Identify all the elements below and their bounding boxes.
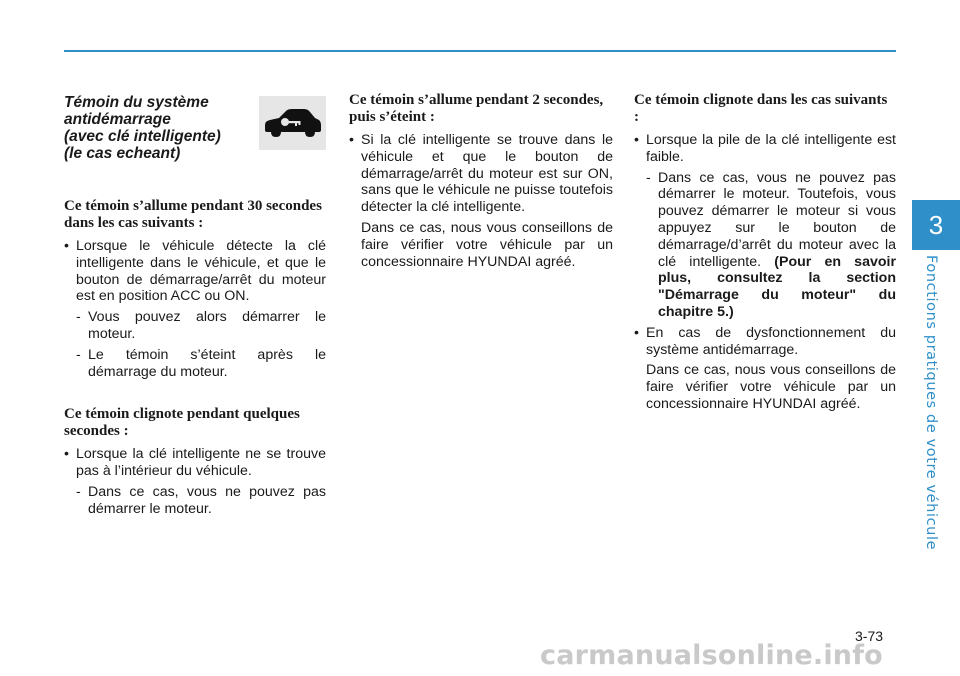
subheading: Ce témoin clignote pendant quelques secondes :: [64, 406, 300, 440]
car-key-warning-icon: [259, 96, 326, 150]
column-1: [64, 92, 326, 522]
title-line: (avec clé intelligente): [64, 128, 221, 145]
subheading: Ce témoin s’allume pendant 30 secondes dans les cas suivants :: [64, 198, 322, 231]
paragraph: Dans ce cas, nous vous conseillons de faire vérifier votre véhicule par un concessionnaire HYUNDAI agréé.: [361, 219, 613, 270]
title-line: Témoin du système: [64, 94, 209, 111]
section-title: [64, 94, 244, 162]
paragraph: Dans ce cas, nous vous conseillons de faire vérifier votre véhicule par un concessionnaire HYUNDAI agréé.: [646, 362, 896, 412]
watermark: carmanualsonline.info: [540, 640, 883, 671]
top-rule: [64, 50, 896, 52]
dash-text: Dans ce cas, vous ne pouvez pas démarrer le moteur. Toutefois, vous pouvez démarrer le moteur si vous appuyez sur le bouton de démarrage/d’arrêt du moteur avec la clé intelligente.: [658, 169, 896, 270]
dash-item: - Vous pouvez alors démarrer le moteur.: [64, 309, 326, 343]
bullet-item: • Lorsque la pile de la clé intelligente est faible.: [634, 132, 896, 166]
dash-item: - Le témoin s’éteint après le démarrage du moteur.: [64, 347, 326, 381]
chapter-tab: [912, 200, 960, 250]
subheading: Ce témoin s’allume pendant 2 secondes, puis s’éteint :: [349, 92, 604, 125]
bullet-item: • Si la clé intelligente se trouve dans le véhicule et que le bouton de démarrage/arrêt du moteur est sur ON, sans que le véhicule ne puisse toutefois détecter la clé intelligente.: [349, 132, 613, 216]
dash-item: [634, 170, 896, 321]
subheading: Ce témoin clignote dans les cas suivants :: [634, 92, 888, 125]
title-line: antidémarrage: [64, 111, 171, 128]
section-title-row: [64, 92, 326, 174]
bullet-item: • Lorsque le véhicule détecte la clé intelligente dans le véhicule, et que le bouton de démarrage/arrêt du moteur est en position ACC ou ON.: [64, 238, 326, 305]
bullet-item: • Lorsque la clé intelligente ne se trouve pas à l’intérieur du véhicule.: [64, 446, 326, 480]
title-line: (le cas echeant): [64, 145, 181, 162]
bullet-item: • En cas de dysfonctionnement du système antidémarrage.: [634, 325, 896, 359]
cross-reference: (Pour en savoir plus, consultez la section "Démarrage du moteur" du chapitre 5.): [658, 253, 896, 320]
column-3: [634, 92, 896, 417]
column-2: [349, 92, 613, 274]
chapter-number: 3: [928, 209, 944, 240]
chapter-title: Fonctions pratiques de votre véhicule: [923, 255, 939, 551]
page-number: 3-73: [855, 628, 884, 644]
dash-item: - Dans ce cas, vous ne pouvez pas démarrer le moteur.: [64, 484, 326, 518]
